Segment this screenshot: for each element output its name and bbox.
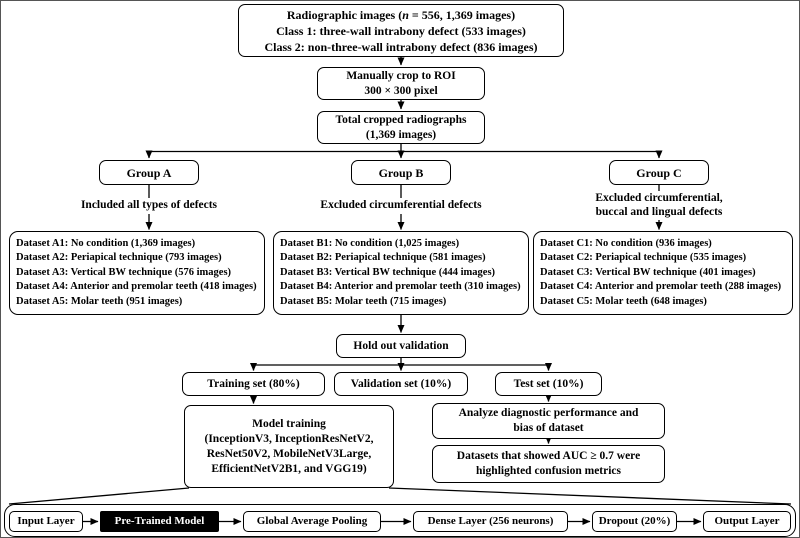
group-a-description	[77, 198, 221, 214]
group-a-label: Group A	[126, 165, 172, 180]
dataset-b2: Dataset B2: Periapical technique (581 images)	[280, 252, 486, 264]
dataset-c2: Dataset C2: Periapical technique (535 images)	[540, 252, 747, 264]
dataset-b5: Dataset B5: Molar teeth (715 images)	[280, 295, 447, 307]
crop-roi-line1: Manually crop to ROI	[346, 69, 456, 82]
global-average-pooling-label: Global Average Pooling	[256, 515, 368, 527]
group-c-desc-line2: buccal and lingual defects	[595, 205, 723, 218]
test-set-box	[495, 372, 602, 396]
group-c-desc-line1: Excluded circumferential,	[595, 192, 723, 204]
model-training-line1: Model training	[252, 417, 326, 430]
test-set-label: Test set (10%)	[513, 377, 584, 390]
dataset-a2: Dataset A2: Periapical technique (793 images)	[16, 252, 222, 264]
validation-set-box	[334, 372, 468, 396]
dataset-b-box	[273, 231, 529, 315]
dataset-a5: Dataset A5: Molar teeth (951 images)	[16, 295, 183, 307]
training-set-box	[182, 372, 325, 396]
output-layer-box	[703, 511, 791, 532]
group-b-desc-line1: Excluded circumferential defects	[320, 199, 482, 211]
training-set-label: Training set (80%)	[207, 377, 300, 390]
model-training-line2: (InceptionV3, InceptionResNetV2,	[204, 432, 374, 445]
crop-roi-box	[317, 67, 485, 100]
dense-layer-label: Dense Layer (256 neurons)	[427, 515, 554, 527]
radiographic-images-box	[238, 4, 564, 57]
group-c-box	[609, 160, 709, 185]
radiographic-images-line1: Radiographic images (n = 556, 1,369 images)	[286, 7, 516, 22]
auc-highlight-box	[432, 445, 665, 483]
dropout-label: Dropout (20%)	[598, 515, 671, 527]
group-c-description	[591, 191, 726, 220]
auc-line1: Datasets that showed AUC ≥ 0.7 were	[456, 450, 641, 462]
dataset-b4: Dataset B4: Anterior and premolar teeth (310 images)	[280, 281, 521, 293]
model-training-line4: EfficientNetV2B1, and VGG19)	[211, 462, 367, 475]
class2-line: Class 2: non-three-wall intrabony defect (836 images)	[264, 39, 538, 54]
crop-roi-line2: 300 × 300 pixel	[364, 84, 438, 97]
total-cropped-line2: (1,369 images)	[365, 128, 437, 141]
dataset-a3: Dataset A3: Vertical BW technique (576 images)	[16, 266, 232, 278]
total-cropped-line1: Total cropped radiographs	[335, 113, 467, 126]
group-c-label: Group C	[636, 165, 682, 180]
model-training-line3: ResNet50V2, MobileNetV3Large,	[206, 447, 372, 460]
group-a-box	[99, 160, 199, 185]
analyze-performance-box	[432, 403, 665, 439]
global-average-pooling-box	[243, 511, 381, 532]
holdout-validation-label: Hold out validation	[353, 339, 449, 352]
dropout-box	[592, 511, 677, 532]
dataset-a4: Dataset A4: Anterior and premolar teeth (418 images)	[16, 281, 257, 293]
dense-layer-box	[413, 511, 568, 532]
validation-set-label: Validation set (10%)	[350, 377, 452, 390]
input-layer-label: Input Layer	[17, 515, 75, 527]
analyze-line1: Analyze diagnostic performance and	[458, 407, 639, 419]
dataset-c4: Dataset C4: Anterior and premolar teeth (288 images)	[540, 281, 782, 293]
dataset-a-box	[9, 231, 265, 315]
dataset-c1: Dataset C1: No condition (936 images)	[540, 237, 712, 249]
dataset-c-box	[533, 231, 793, 315]
holdout-validation-box	[336, 334, 466, 358]
model-training-box	[184, 405, 394, 488]
pretrained-model-box	[100, 511, 219, 532]
pretrained-model-label: Pre-Trained Model	[114, 515, 205, 527]
group-b-label: Group B	[378, 165, 424, 180]
class1-line: Class 1: three-wall intrabony defect (533 images)	[276, 23, 526, 38]
auc-line2: highlighted confusion metrics	[475, 465, 622, 477]
group-b-description	[316, 198, 485, 214]
group-b-box	[351, 160, 451, 185]
dataset-b1: Dataset B1: No condition (1,025 images)	[280, 237, 460, 249]
total-cropped-box	[317, 111, 485, 144]
group-a-desc-line1: Included all types of defects	[80, 199, 218, 211]
input-layer-box	[9, 511, 83, 532]
dataset-b3: Dataset B3: Vertical BW technique (444 images)	[280, 266, 496, 278]
analyze-line2: bias of dataset	[513, 422, 584, 434]
dataset-a1: Dataset A1: No condition (1,369 images)	[16, 237, 196, 249]
dataset-c5: Dataset C5: Molar teeth (648 images)	[540, 295, 707, 307]
output-layer-label: Output Layer	[714, 515, 780, 527]
dataset-c3: Dataset C3: Vertical BW technique (401 images)	[540, 266, 756, 278]
